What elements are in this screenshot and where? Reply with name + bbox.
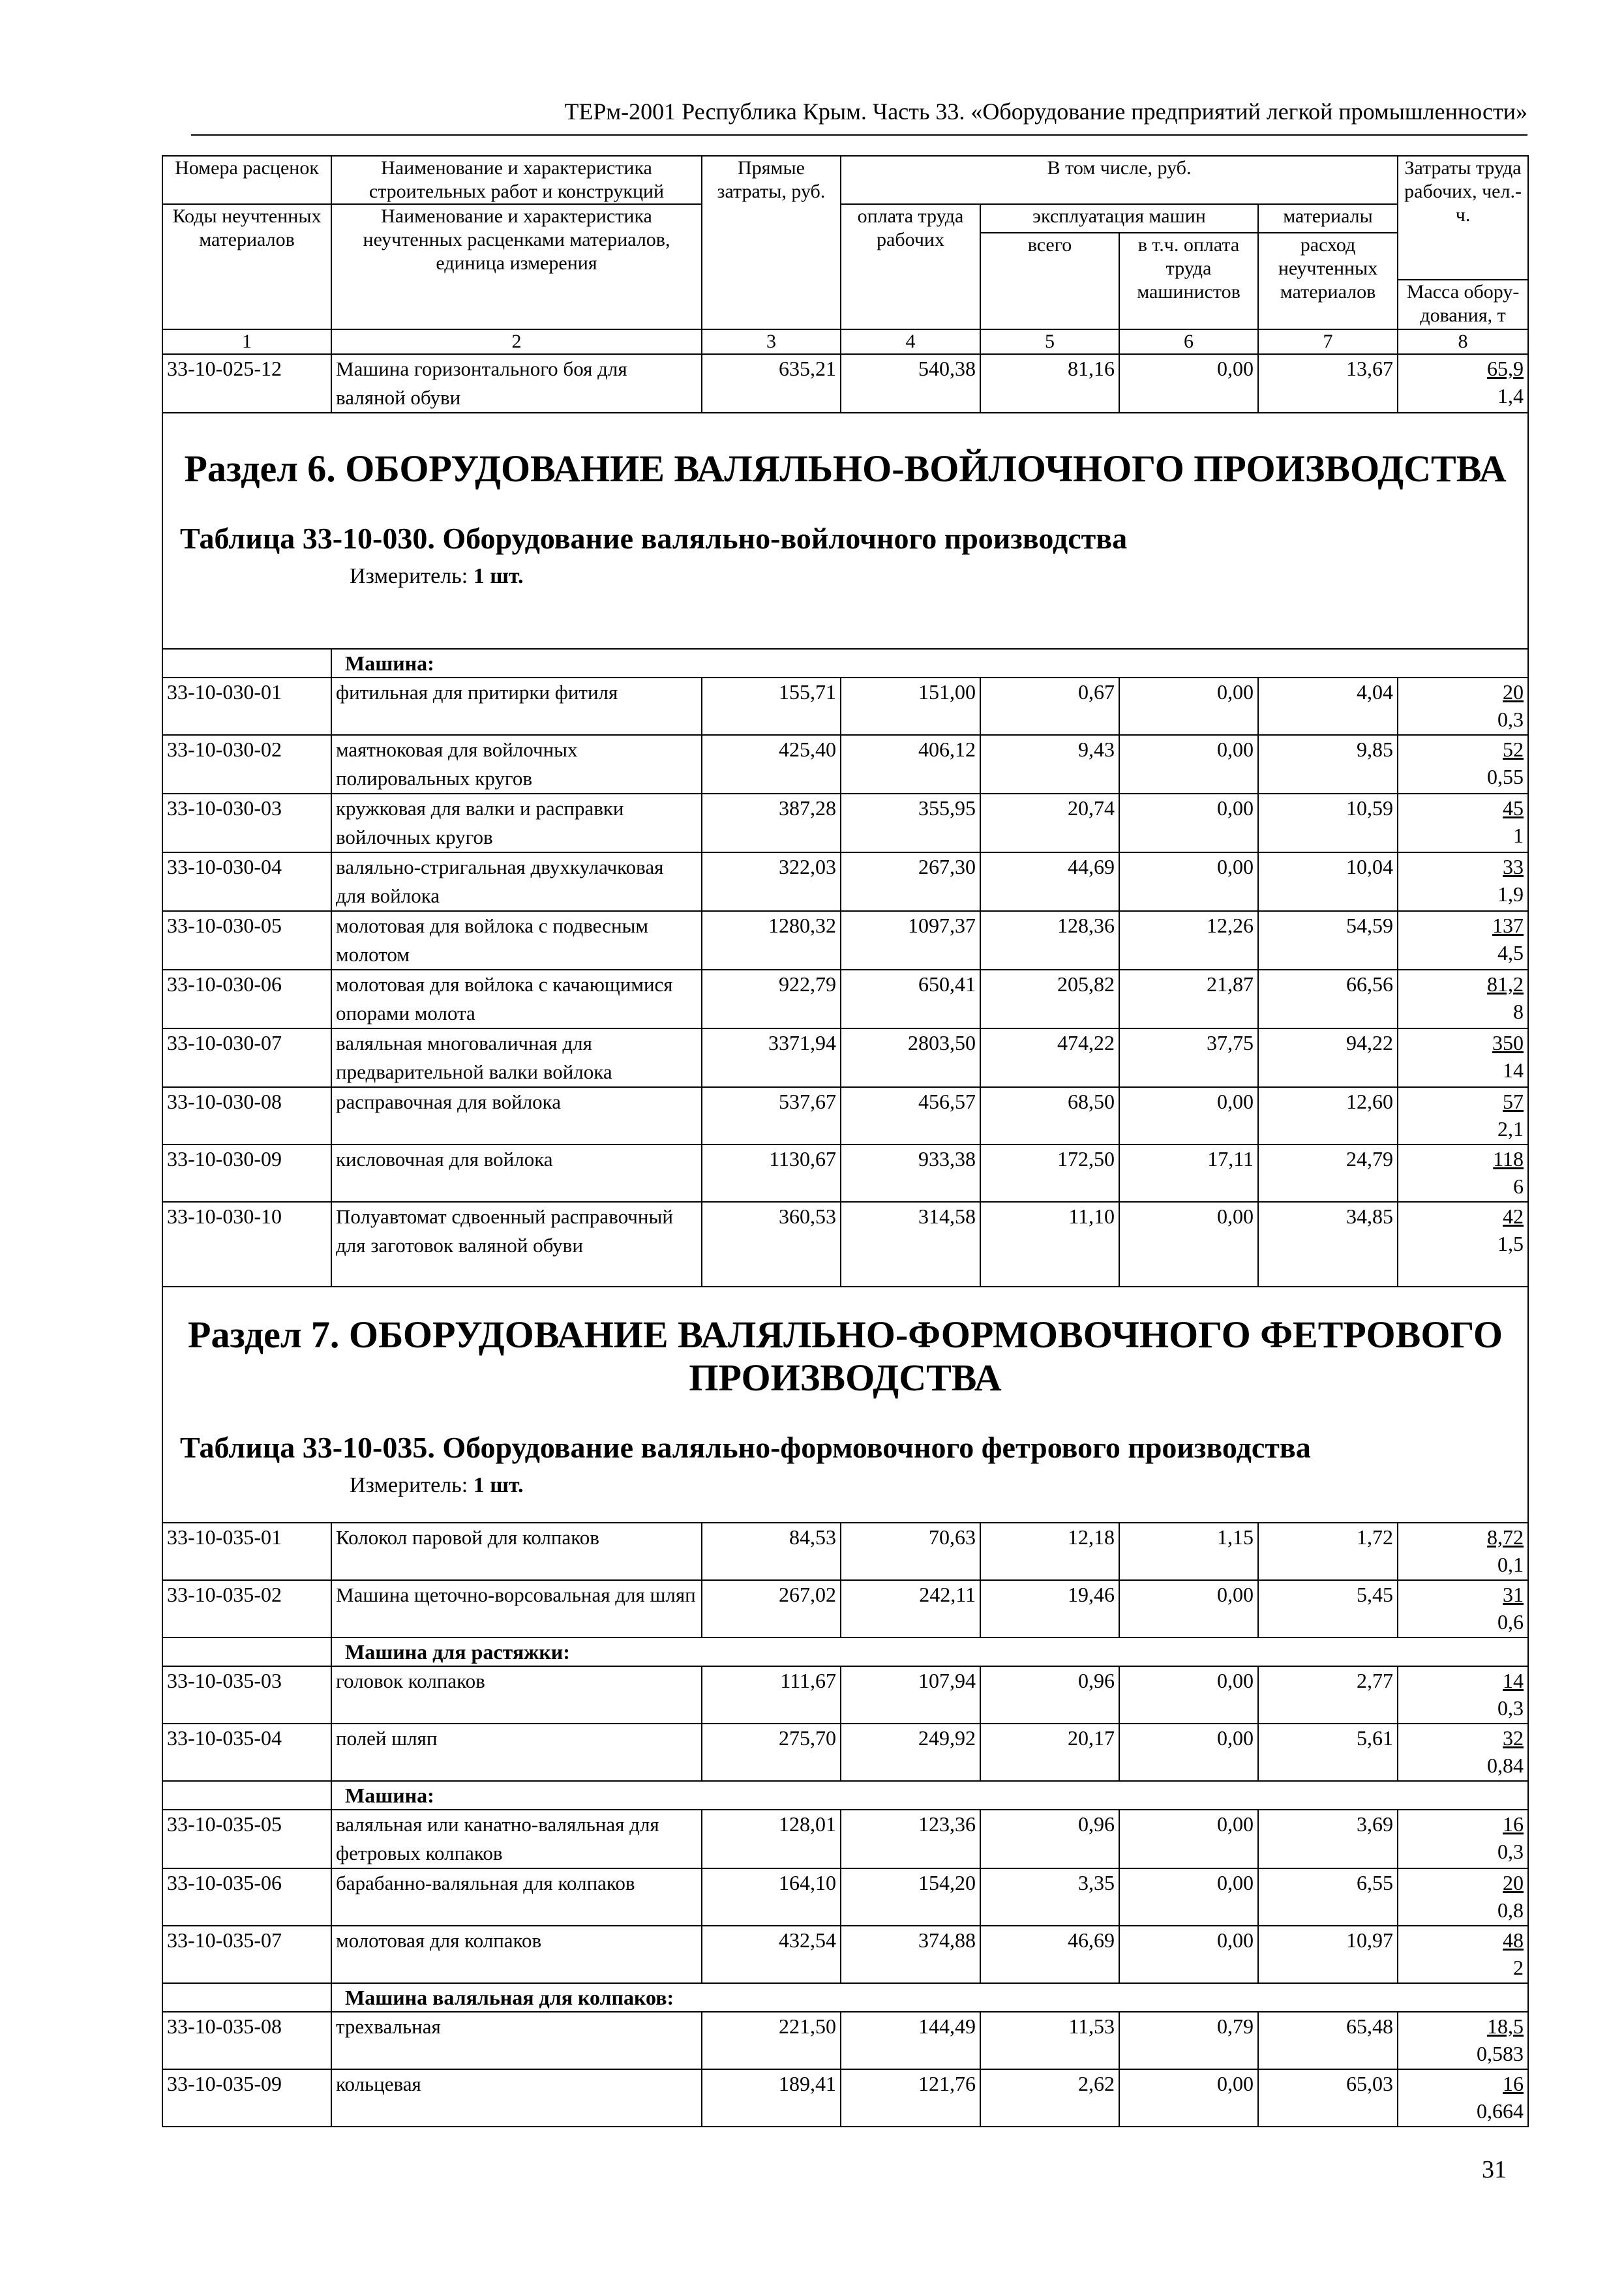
cost-mach-labor: 0,00 xyxy=(1119,2069,1258,2127)
rate-code: 33-10-030-09 xyxy=(162,1144,331,1202)
cost-direct: 322,03 xyxy=(702,852,841,911)
cost-direct: 128,01 xyxy=(702,1810,841,1868)
equipment-mass: 0,3 xyxy=(1497,1696,1524,1720)
cost-direct: 1130,67 xyxy=(702,1144,841,1202)
header-rule xyxy=(191,134,1527,136)
work-name: Машина щеточно-ворсовальная для шляп xyxy=(331,1580,702,1638)
table-row xyxy=(162,1810,1528,1868)
work-name: молотовая для войлока с качающимися опорами молота xyxy=(331,970,702,1028)
cost-mach: 0,96 xyxy=(980,1810,1119,1868)
col-material-codes-header: Коды неучтенных материалов xyxy=(162,204,331,329)
group-spacer xyxy=(162,1781,331,1810)
group-title: Машина валяльная для колпаков: xyxy=(331,1983,1528,2012)
cost-mat: 54,59 xyxy=(1258,911,1398,970)
measure-value: 1 шт. xyxy=(473,1473,524,1497)
cost-labor: 144,49 xyxy=(841,2012,980,2069)
cost-direct: 221,50 xyxy=(702,2012,841,2069)
resource-cell xyxy=(1398,1666,1528,1724)
section-row xyxy=(162,413,1528,649)
cost-mach-labor: 0,00 xyxy=(1119,1724,1258,1781)
col-number: 8 xyxy=(1398,329,1528,354)
group-title: Машина для растяжки: xyxy=(331,1638,1528,1666)
table-row xyxy=(162,1144,1528,1202)
cost-direct: 3371,94 xyxy=(702,1028,841,1087)
equipment-mass: 0,6 xyxy=(1497,1610,1524,1634)
resource-cell xyxy=(1398,1724,1528,1781)
rate-code: 33-10-030-04 xyxy=(162,852,331,911)
col-hours-header: Затраты труда рабочих, чел.-ч. xyxy=(1398,156,1528,280)
labor-hours: 16 xyxy=(1503,2072,1524,2095)
labor-hours: 18,5 xyxy=(1487,2014,1524,2038)
labor-hours: 20 xyxy=(1503,1871,1524,1894)
work-name: валяльная многоваличная для предварительной валки войлока xyxy=(331,1028,702,1087)
cost-labor: 249,92 xyxy=(841,1724,980,1781)
labor-hours: 14 xyxy=(1503,1669,1524,1692)
cost-mach: 205,82 xyxy=(980,970,1119,1028)
cost-mach: 44,69 xyxy=(980,852,1119,911)
rate-code: 33-10-035-04 xyxy=(162,1724,331,1781)
equipment-mass: 0,664 xyxy=(1477,2099,1524,2123)
cost-mat: 65,48 xyxy=(1258,2012,1398,2069)
cost-mat: 3,69 xyxy=(1258,1810,1398,1868)
work-name: трехвальная xyxy=(331,2012,702,2069)
table-row xyxy=(162,1724,1528,1781)
table-row xyxy=(162,1926,1528,1983)
price-table xyxy=(162,155,1529,2127)
group-row xyxy=(162,649,1528,678)
col-mach-total-header: всего xyxy=(980,233,1119,329)
cost-direct: 84,53 xyxy=(702,1523,841,1580)
cost-direct: 267,02 xyxy=(702,1580,841,1638)
rate-code: 33-10-030-02 xyxy=(162,735,331,794)
cost-mach-labor: 37,75 xyxy=(1119,1028,1258,1087)
cost-direct: 155,71 xyxy=(702,678,841,735)
cost-mat: 10,59 xyxy=(1258,794,1398,852)
cost-mach: 12,18 xyxy=(980,1523,1119,1580)
equipment-mass: 0,84 xyxy=(1487,1754,1524,1777)
group-title: Машина: xyxy=(331,1781,1528,1810)
work-name: Полуавтомат сдвоенный расправочный для заготовок валяной обуви xyxy=(331,1202,702,1287)
section-title: Раздел 7. ОБОРУДОВАНИЕ ВАЛЯЛЬНО-ФОРМОВОЧНОГО ФЕТРОВОГО ПРОИЗВОДСТВА xyxy=(188,1313,1503,1399)
resource-cell xyxy=(1398,354,1528,413)
rate-code: 33-10-035-02 xyxy=(162,1580,331,1638)
col-name-header: Наименование и характеристика строительных работ и конструкций xyxy=(331,156,702,204)
group-row xyxy=(162,1983,1528,2012)
cost-mach-labor: 0,00 xyxy=(1119,1666,1258,1724)
labor-hours: 42 xyxy=(1503,1204,1524,1228)
resource-cell xyxy=(1398,1202,1528,1287)
cost-labor: 1097,37 xyxy=(841,911,980,970)
cost-labor: 540,38 xyxy=(841,354,980,413)
cost-mach: 0,96 xyxy=(980,1666,1119,1724)
work-name: кольцевая xyxy=(331,2069,702,2127)
work-name: головок колпаков xyxy=(331,1666,702,1724)
equipment-mass: 2,1 xyxy=(1497,1117,1524,1141)
cost-mach-labor: 0,00 xyxy=(1119,1810,1258,1868)
cost-mat: 1,72 xyxy=(1258,1523,1398,1580)
cost-mach-labor: 0,00 xyxy=(1119,354,1258,413)
cost-mach-labor: 17,11 xyxy=(1119,1144,1258,1202)
cost-mat: 5,45 xyxy=(1258,1580,1398,1638)
rate-code: 33-10-035-05 xyxy=(162,1810,331,1868)
rate-code: 33-10-035-03 xyxy=(162,1666,331,1724)
labor-hours: 57 xyxy=(1503,1090,1524,1113)
cost-mach: 172,50 xyxy=(980,1144,1119,1202)
cost-labor: 355,95 xyxy=(841,794,980,852)
table-row xyxy=(162,2012,1528,2069)
table-title: Таблица 33-10-030. Оборудование валяльно-войлочного производства xyxy=(180,522,1128,555)
cost-direct: 537,67 xyxy=(702,1087,841,1144)
cost-mach-labor: 0,00 xyxy=(1119,1202,1258,1287)
cost-mat: 2,77 xyxy=(1258,1666,1398,1724)
table-row xyxy=(162,354,1528,413)
cost-mach: 11,10 xyxy=(980,1202,1119,1287)
col-number: 2 xyxy=(331,329,702,354)
table-row xyxy=(162,852,1528,911)
work-name: Колокол паровой для колпаков xyxy=(331,1523,702,1580)
measure-label: Измеритель: xyxy=(350,564,474,588)
cost-mach-labor: 1,15 xyxy=(1119,1523,1258,1580)
cost-labor: 154,20 xyxy=(841,1868,980,1926)
rate-code: 33-10-035-06 xyxy=(162,1868,331,1926)
cost-direct: 360,53 xyxy=(702,1202,841,1287)
cost-mach-labor: 21,87 xyxy=(1119,970,1258,1028)
cost-mach: 0,67 xyxy=(980,678,1119,735)
section-row xyxy=(162,1287,1528,1523)
rate-code: 33-10-035-01 xyxy=(162,1523,331,1580)
equipment-mass: 0,1 xyxy=(1497,1553,1524,1576)
group-spacer xyxy=(162,1983,331,2012)
equipment-mass: 0,3 xyxy=(1497,708,1524,731)
cost-mach-labor: 0,00 xyxy=(1119,794,1258,852)
group-spacer xyxy=(162,1638,331,1666)
measure-line xyxy=(167,562,1524,591)
cost-mach: 128,36 xyxy=(980,911,1119,970)
cost-mat: 10,04 xyxy=(1258,852,1398,911)
table-row xyxy=(162,1202,1528,1287)
cost-direct: 922,79 xyxy=(702,970,841,1028)
work-name: валяльная или канатно-валяльная для фетровых колпаков xyxy=(331,1810,702,1868)
col-incl-header: В том числе, руб. xyxy=(841,156,1398,204)
cost-direct: 432,54 xyxy=(702,1926,841,1983)
measure-label: Измеритель: xyxy=(350,1473,474,1497)
cost-mat: 5,61 xyxy=(1258,1724,1398,1781)
table-row xyxy=(162,970,1528,1028)
cost-mach-labor: 0,00 xyxy=(1119,678,1258,735)
resource-cell xyxy=(1398,1868,1528,1926)
rate-code: 33-10-030-01 xyxy=(162,678,331,735)
rate-code: 33-10-030-07 xyxy=(162,1028,331,1087)
rate-code: 33-10-030-05 xyxy=(162,911,331,970)
equipment-mass: 6 xyxy=(1513,1174,1524,1198)
cost-mach-labor: 0,00 xyxy=(1119,735,1258,794)
labor-hours: 8,72 xyxy=(1487,1525,1524,1549)
equipment-mass: 0,583 xyxy=(1477,2042,1524,2065)
labor-hours: 118 xyxy=(1493,1147,1524,1171)
table-row xyxy=(162,678,1528,735)
resource-cell xyxy=(1398,852,1528,911)
labor-hours: 20 xyxy=(1503,680,1524,704)
measure-value: 1 шт. xyxy=(473,564,524,588)
table-row xyxy=(162,1580,1528,1638)
group-title: Машина: xyxy=(331,649,1528,678)
cost-mat: 13,67 xyxy=(1258,354,1398,413)
col-machines-header: эксплуатация машин xyxy=(980,204,1258,233)
resource-cell xyxy=(1398,970,1528,1028)
labor-hours: 137 xyxy=(1492,914,1524,937)
labor-hours: 52 xyxy=(1503,738,1524,761)
resource-cell xyxy=(1398,1087,1528,1144)
col-number: 5 xyxy=(980,329,1119,354)
equipment-mass: 0,55 xyxy=(1487,765,1524,788)
work-name: Машина горизонтального боя для валяной обуви xyxy=(331,354,702,413)
labor-hours: 33 xyxy=(1503,855,1524,878)
rate-code: 33-10-025-12 xyxy=(162,354,331,413)
resource-cell xyxy=(1398,1810,1528,1868)
cost-labor: 107,94 xyxy=(841,1666,980,1724)
cost-mat: 24,79 xyxy=(1258,1144,1398,1202)
cost-direct: 1280,32 xyxy=(702,911,841,970)
work-name: барабанно-валяльная для колпаков xyxy=(331,1868,702,1926)
page-header: ТЕРм-2001 Республика Крым. Часть 33. «Оборудование предприятий легкой промышленности» xyxy=(564,98,1527,125)
cost-labor: 2803,50 xyxy=(841,1028,980,1087)
cost-mach: 3,35 xyxy=(980,1868,1119,1926)
resource-cell xyxy=(1398,2012,1528,2069)
resource-cell xyxy=(1398,911,1528,970)
section-block xyxy=(162,1287,1528,1523)
cost-mat: 4,04 xyxy=(1258,678,1398,735)
cost-direct: 635,21 xyxy=(702,354,841,413)
labor-hours: 16 xyxy=(1503,1812,1524,1836)
cost-labor: 314,58 xyxy=(841,1202,980,1287)
cost-labor: 121,76 xyxy=(841,2069,980,2127)
col-number: 3 xyxy=(702,329,841,354)
cost-mach-labor: 0,00 xyxy=(1119,852,1258,911)
cost-labor: 456,57 xyxy=(841,1087,980,1144)
cost-direct: 275,70 xyxy=(702,1724,841,1781)
equipment-mass: 4,5 xyxy=(1497,941,1524,965)
group-row xyxy=(162,1781,1528,1810)
cost-labor: 933,38 xyxy=(841,1144,980,1202)
resource-cell xyxy=(1398,794,1528,852)
cost-direct: 164,10 xyxy=(702,1868,841,1926)
col-labor-header: оплата труда рабочих xyxy=(841,204,980,329)
col-materials-header: материалы xyxy=(1258,204,1398,233)
cost-labor: 374,88 xyxy=(841,1926,980,1983)
cost-direct: 387,28 xyxy=(702,794,841,852)
work-name: валяльно-стригальная двухкулачковая для войлока xyxy=(331,852,702,911)
cost-mach: 20,17 xyxy=(980,1724,1119,1781)
equipment-mass: 1 xyxy=(1513,824,1524,847)
cost-labor: 650,41 xyxy=(841,970,980,1028)
cost-mach-labor: 0,00 xyxy=(1119,1580,1258,1638)
page-number: 31 xyxy=(1482,2156,1507,2183)
cost-direct: 425,40 xyxy=(702,735,841,794)
table-row xyxy=(162,911,1528,970)
cost-labor: 123,36 xyxy=(841,1810,980,1868)
cost-mach-labor: 0,00 xyxy=(1119,1087,1258,1144)
col-material-name-header: Наименование и характеристика неучтенных расценками материалов, единица измерения xyxy=(331,204,702,329)
cost-labor: 70,63 xyxy=(841,1523,980,1580)
table-row xyxy=(162,1028,1528,1087)
table-row xyxy=(162,1868,1528,1926)
col-direct-header: Прямые затраты, руб. xyxy=(702,156,841,329)
cost-mat: 10,97 xyxy=(1258,1926,1398,1983)
cost-mach: 2,62 xyxy=(980,2069,1119,2127)
rate-code: 33-10-030-03 xyxy=(162,794,331,852)
measure-line xyxy=(167,1471,1524,1500)
labor-hours: 48 xyxy=(1503,1928,1524,1952)
cost-labor: 406,12 xyxy=(841,735,980,794)
cost-mach-labor: 12,26 xyxy=(1119,911,1258,970)
cost-mat: 65,03 xyxy=(1258,2069,1398,2127)
work-name: маятноковая для войлочных полировальных кругов xyxy=(331,735,702,794)
work-name: кружковая для валки и расправки войлочных кругов xyxy=(331,794,702,852)
resource-cell xyxy=(1398,1028,1528,1087)
equipment-mass: 8 xyxy=(1513,1000,1524,1023)
rate-code: 33-10-030-06 xyxy=(162,970,331,1028)
cost-mat: 94,22 xyxy=(1258,1028,1398,1087)
cost-mach: 68,50 xyxy=(980,1087,1119,1144)
resource-cell xyxy=(1398,2069,1528,2127)
col-codes-header: Номера расценок xyxy=(162,156,331,204)
equipment-mass: 0,8 xyxy=(1497,1898,1524,1922)
table-row xyxy=(162,794,1528,852)
equipment-mass: 2 xyxy=(1513,1956,1524,1979)
labor-hours: 65,9 xyxy=(1487,357,1524,380)
cost-mat: 34,85 xyxy=(1258,1202,1398,1287)
cost-mach: 474,22 xyxy=(980,1028,1119,1087)
col-number: 6 xyxy=(1119,329,1258,354)
col-mat-header: расход неучтенных материалов xyxy=(1258,233,1398,329)
work-name: молотовая для колпаков xyxy=(331,1926,702,1983)
table-row xyxy=(162,1666,1528,1724)
cost-mach: 20,74 xyxy=(980,794,1119,852)
rate-code: 33-10-035-08 xyxy=(162,2012,331,2069)
cost-mach: 9,43 xyxy=(980,735,1119,794)
resource-cell xyxy=(1398,1926,1528,1983)
resource-cell xyxy=(1398,1523,1528,1580)
table-row xyxy=(162,735,1528,794)
cost-mach: 11,53 xyxy=(980,2012,1119,2069)
resource-cell xyxy=(1398,678,1528,735)
cost-mach-labor: 0,00 xyxy=(1119,1868,1258,1926)
resource-cell xyxy=(1398,1144,1528,1202)
rate-code: 33-10-035-07 xyxy=(162,1926,331,1983)
cost-mach: 46,69 xyxy=(980,1926,1119,1983)
rate-code: 33-10-035-09 xyxy=(162,2069,331,2127)
work-name: расправочная для войлока xyxy=(331,1087,702,1144)
col-mass-header: Масса обору-дования, т xyxy=(1398,280,1528,329)
labor-hours: 81,2 xyxy=(1487,972,1524,996)
equipment-mass: 1,4 xyxy=(1497,384,1524,408)
cost-mat: 66,56 xyxy=(1258,970,1398,1028)
section-block xyxy=(162,413,1528,649)
col-number: 1 xyxy=(162,329,331,354)
labor-hours: 32 xyxy=(1503,1726,1524,1750)
work-name: кисловочная для войлока xyxy=(331,1144,702,1202)
col-mach-labor-header: в т.ч. оплата труда машинистов xyxy=(1119,233,1258,329)
cost-mach-labor: 0,00 xyxy=(1119,1926,1258,1983)
cost-mat: 6,55 xyxy=(1258,1868,1398,1926)
resource-cell xyxy=(1398,735,1528,794)
cost-mat: 12,60 xyxy=(1258,1087,1398,1144)
equipment-mass: 14 xyxy=(1503,1058,1524,1082)
cost-direct: 111,67 xyxy=(702,1666,841,1724)
group-row xyxy=(162,1638,1528,1666)
cost-labor: 151,00 xyxy=(841,678,980,735)
cost-labor: 267,30 xyxy=(841,852,980,911)
group-spacer xyxy=(162,649,331,678)
cost-mat: 9,85 xyxy=(1258,735,1398,794)
rate-code: 33-10-030-08 xyxy=(162,1087,331,1144)
cost-mach-labor: 0,79 xyxy=(1119,2012,1258,2069)
labor-hours: 45 xyxy=(1503,796,1524,820)
cost-direct: 189,41 xyxy=(702,2069,841,2127)
table-title: Таблица 33-10-035. Оборудование валяльно-формовочного фетрового производства xyxy=(180,1431,1311,1464)
labor-hours: 31 xyxy=(1503,1583,1524,1606)
resource-cell xyxy=(1398,1580,1528,1638)
equipment-mass: 1,5 xyxy=(1497,1232,1524,1255)
work-name: полей шляп xyxy=(331,1724,702,1781)
table-row xyxy=(162,2069,1528,2127)
work-name: молотовая для войлока с подвесным молотом xyxy=(331,911,702,970)
cost-labor: 242,11 xyxy=(841,1580,980,1638)
work-name: фитильная для притирки фитиля xyxy=(331,678,702,735)
table-row xyxy=(162,1523,1528,1580)
equipment-mass: 1,9 xyxy=(1497,882,1524,906)
section-title: Раздел 6. ОБОРУДОВАНИЕ ВАЛЯЛЬНО-ВОЙЛОЧНОГО ПРОИЗВОДСТВА xyxy=(184,447,1507,490)
equipment-mass: 0,3 xyxy=(1497,1840,1524,1863)
col-number: 7 xyxy=(1258,329,1398,354)
rate-code: 33-10-030-10 xyxy=(162,1202,331,1287)
col-number: 4 xyxy=(841,329,980,354)
table-row xyxy=(162,1087,1528,1144)
labor-hours: 350 xyxy=(1492,1031,1524,1055)
cost-mach: 19,46 xyxy=(980,1580,1119,1638)
cost-mach: 81,16 xyxy=(980,354,1119,413)
